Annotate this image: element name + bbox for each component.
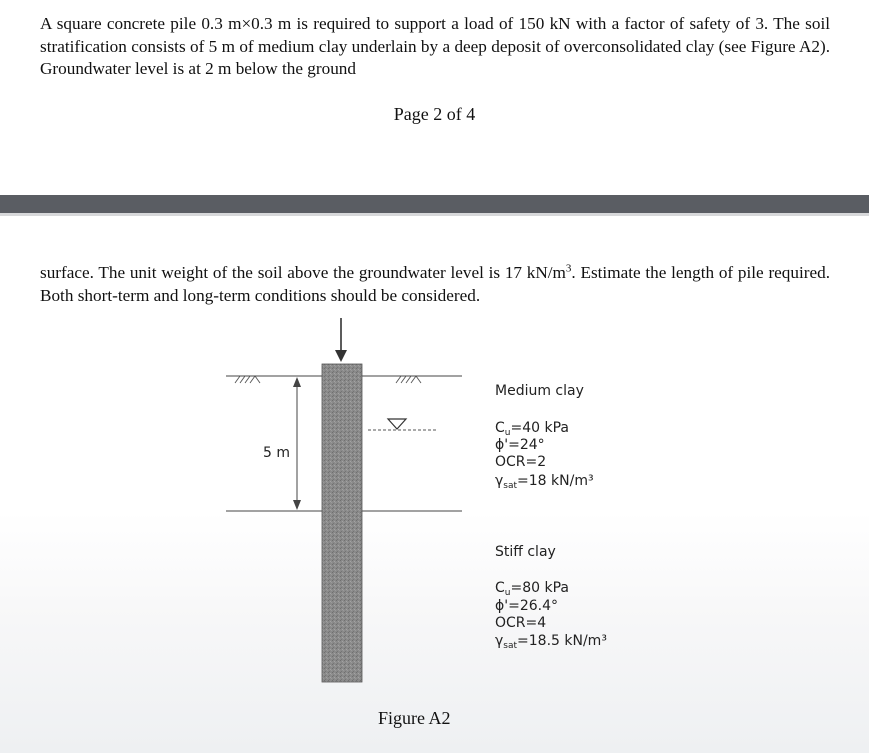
layer-1-cu-prefix: C: [495, 420, 505, 436]
layer-1-gamma-prefix: γ: [495, 473, 504, 489]
page-number: Page 2 of 4: [393, 104, 476, 124]
figure-caption: Figure A2: [378, 708, 451, 728]
layer-2-cu-subscript: u: [504, 588, 511, 598]
groundwater-table-symbol: [368, 419, 436, 430]
superscript-3: 3: [565, 262, 572, 275]
paragraph-2-text-a: surface. The unit weight of the soil above the groundwater level is 17 kN/m: [40, 263, 566, 282]
layer-2-phi: ϕ'=26.4°: [495, 598, 558, 614]
ground-hatch-right: [396, 376, 421, 383]
ground-hatch-left: [235, 376, 260, 383]
layer-2-gamma-value: =18.5 kN/m³: [517, 633, 607, 649]
layer-2-cu-value: =80 kPa: [510, 580, 569, 596]
concrete-pile: [322, 364, 362, 682]
layer-1-cu-value: =40 kPa: [510, 420, 569, 436]
layer-1-cu-subscript: u: [504, 428, 511, 438]
layer-1-gamma-subscript: sat: [503, 481, 518, 491]
layer-2-gamma-prefix: γ: [495, 633, 504, 649]
load-arrow: [335, 318, 347, 362]
layer-1-phi: ϕ'=24°: [495, 437, 545, 453]
depth-dimension: [293, 377, 301, 510]
layer-1-cu: [495, 420, 569, 438]
layer-1-gamma-value: =18 kN/m³: [517, 473, 594, 489]
layer-2-name: Stiff clay: [495, 544, 556, 560]
layer-2-gamma: [495, 633, 607, 651]
layer-2-cu-prefix: C: [495, 580, 505, 596]
depth-label: 5 m: [263, 445, 290, 461]
paragraph-2-text-b: . Estimate the length of pile required. Both short-term and long-term conditions should be considered.: [40, 263, 830, 305]
layer-1-name: Medium clay: [495, 383, 584, 399]
layer-1-gamma: [495, 473, 594, 491]
layer-2-gamma-subscript: sat: [503, 641, 518, 651]
problem-paragraph-1: A square concrete pile 0.3 m×0.3 m is required to support a load of 150 kN with a factor of safety of 3. The soil stratification consists of 5 m of medium clay underlain by a deep deposit of overconsolidated clay (see Figure A2). Groundwater level is at 2 m below the ground: [40, 14, 830, 78]
layer-2-ocr: OCR=4: [495, 615, 547, 631]
layer-2-cu: [495, 580, 569, 598]
layer-1-ocr: OCR=2: [495, 454, 547, 470]
